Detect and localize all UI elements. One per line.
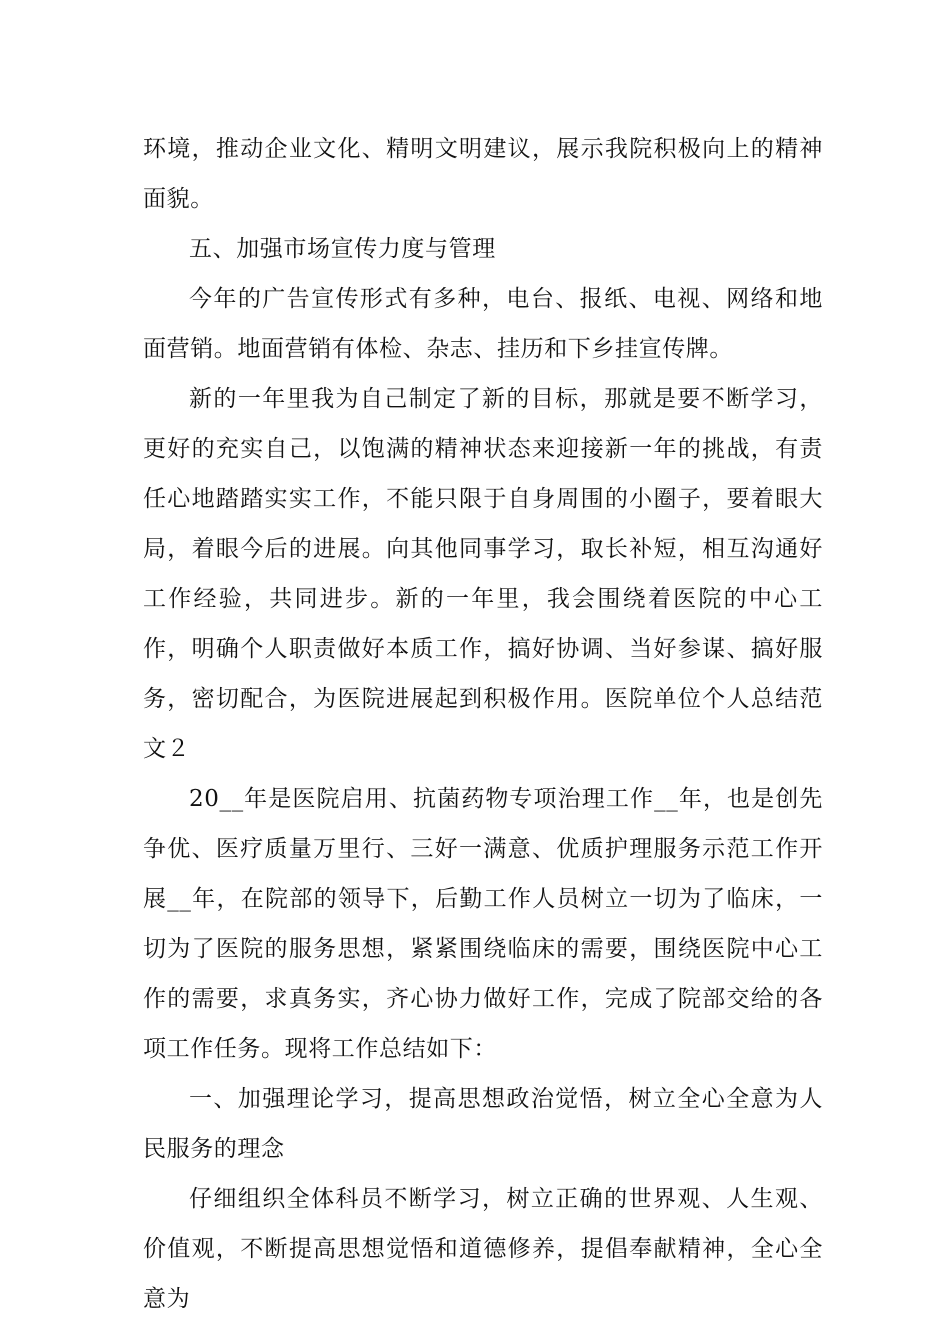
paragraph-new-year-goals: 新的一年里我为自己制定了新的目标，那就是要不断学习，更好的充实自己，以饱满的精神状态来迎接新一年的挑战，有责任心地踏踏实实工作，不能只限于自身周围的小圈子，要着眼大局，着眼今后的进展。向其他同事学习，取长补短，相互沟通好工作经验，共同进步。新的一年里，我会围绕着医院的中心工作，明确个人职责做好本质工作，搞好协调、当好参谋、搞好服务，密切配合，为医院进展起到积极作用。医院单位个人总结范文２ bbox=[143, 386, 823, 762]
paragraph-advertising: 今年的广告宣传形式有多种，电台、报纸、电视、网络和地面营销。地面营销有体检、杂志、挂历和下乡挂宣传牌。 bbox=[143, 286, 823, 362]
paragraph-summary-intro: 20__年是医院启用、抗菌药物专项治理工作__年，也是创先争优、医疗质量万里行、三好一满意、优质护理服务示范工作开展__年，在院部的领导下，后勤工作人员树立一切为了临床，一切为了医院的服务思想，紧紧围绕临床的需要，围绕医院中心工作的需要，求真务实，齐心协力做好工作，完成了院部交给的各项工作任务。现将工作总结如下： bbox=[143, 786, 823, 1062]
paragraph-continuation: 环境，推动企业文化、精明文明建议，展示我院积极向上的精神面貌。 bbox=[143, 136, 823, 212]
section-heading-five: 五、加强市场宣传力度与管理 bbox=[189, 236, 496, 262]
document-body bbox=[143, 124, 823, 1324]
paragraph-study: 仔细组织全体科员不断学习，树立正确的世界观、人生观、价值观，不断提高思想觉悟和道德修养，提倡奉献精神，全心全意为 bbox=[143, 1186, 823, 1312]
section-heading-one: 一、加强理论学习，提高思想政治觉悟，树立全心全意为人民服务的理念 bbox=[143, 1086, 823, 1162]
